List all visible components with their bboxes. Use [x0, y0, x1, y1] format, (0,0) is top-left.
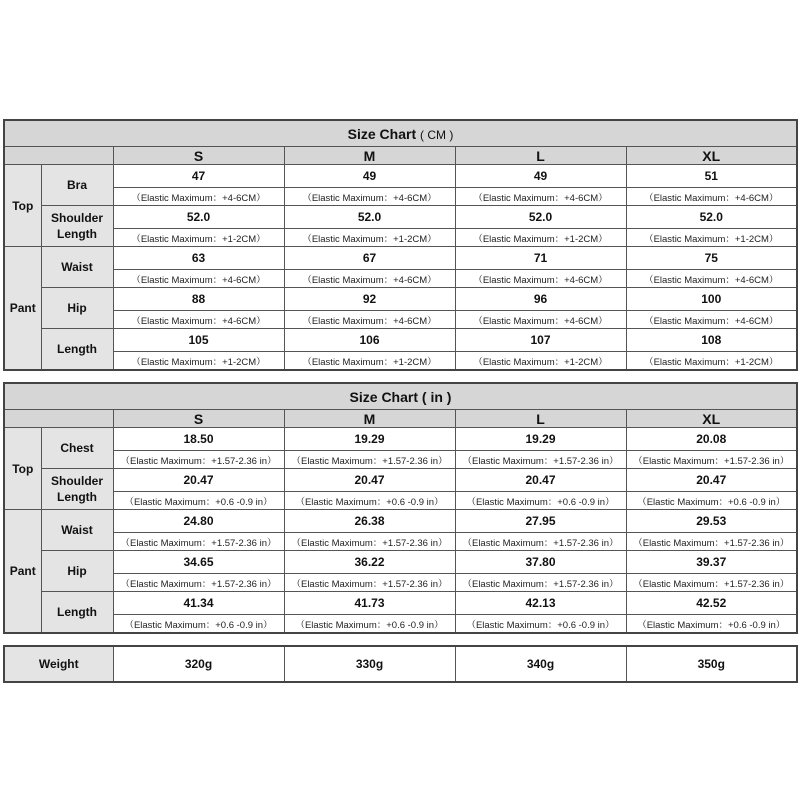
- size-header: M: [284, 410, 455, 428]
- measure-value: 71: [455, 247, 626, 270]
- elastic-note: （Elastic Maximum：+1-2CM）: [455, 229, 626, 247]
- measure-label: Waist: [41, 247, 113, 288]
- measure-value: 105: [113, 329, 284, 352]
- elastic-note-row: [4, 492, 797, 510]
- measure-value: 41.34: [113, 592, 284, 615]
- measure-value: 52.0: [455, 206, 626, 229]
- chart-unit: ( CM ): [420, 127, 454, 142]
- measure-value: 41.73: [284, 592, 455, 615]
- weight-row: [4, 646, 797, 682]
- measure-value: 19.29: [284, 428, 455, 451]
- elastic-note: （Elastic Maximum：+1-2CM）: [626, 352, 797, 371]
- size-header-blank: [4, 147, 113, 165]
- measure-label: Length: [41, 329, 113, 371]
- measure-value: 52.0: [626, 206, 797, 229]
- elastic-note: （Elastic Maximum：+0.6 -0.9 in）: [455, 492, 626, 510]
- measure-value: 19.29: [455, 428, 626, 451]
- elastic-note-row: [4, 352, 797, 371]
- measure-value: 39.37: [626, 551, 797, 574]
- measure-value-row: [4, 165, 797, 188]
- elastic-note: （Elastic Maximum：+1-2CM）: [455, 352, 626, 371]
- measure-value: 96: [455, 288, 626, 311]
- size-header: S: [113, 410, 284, 428]
- elastic-note: （Elastic Maximum：+1.57-2.36 in）: [113, 451, 284, 469]
- elastic-note-row: [4, 451, 797, 469]
- measure-value-row: [4, 592, 797, 615]
- measure-value: 49: [455, 165, 626, 188]
- measure-value-row: [4, 551, 797, 574]
- measure-label: Chest: [41, 428, 113, 469]
- size-header-blank: [4, 410, 113, 428]
- size-header: L: [455, 410, 626, 428]
- elastic-note: （Elastic Maximum：+1-2CM）: [626, 229, 797, 247]
- in-chart-body: [4, 383, 797, 633]
- measure-value: 49: [284, 165, 455, 188]
- measure-value-row: [4, 428, 797, 451]
- cm-chart-body: [4, 120, 797, 370]
- measure-label: Length: [41, 592, 113, 634]
- chart-title: Size Chart: [347, 125, 417, 142]
- measure-value: 26.38: [284, 510, 455, 533]
- elastic-note: （Elastic Maximum：+1.57-2.36 in）: [284, 574, 455, 592]
- elastic-note-row: [4, 270, 797, 288]
- measure-label: Hip: [41, 288, 113, 329]
- size-header: M: [284, 147, 455, 165]
- elastic-note: （Elastic Maximum：+1.57-2.36 in）: [113, 533, 284, 551]
- elastic-note: （Elastic Maximum：+1-2CM）: [284, 229, 455, 247]
- elastic-note: （Elastic Maximum：+1.57-2.36 in）: [113, 574, 284, 592]
- measure-label: Shoulder Length: [41, 469, 113, 510]
- group-label: Pant: [4, 510, 41, 634]
- measure-label: Shoulder Length: [41, 206, 113, 247]
- measure-value: 47: [113, 165, 284, 188]
- title-row: [4, 383, 797, 410]
- elastic-note: （Elastic Maximum：+1.57-2.36 in）: [626, 533, 797, 551]
- measure-value: 34.65: [113, 551, 284, 574]
- elastic-note: （Elastic Maximum：+4-6CM）: [455, 270, 626, 288]
- title-row: [4, 120, 797, 147]
- elastic-note-row: [4, 615, 797, 634]
- elastic-note: （Elastic Maximum：+1-2CM）: [113, 229, 284, 247]
- measure-value: 52.0: [284, 206, 455, 229]
- measure-value: 36.22: [284, 551, 455, 574]
- weight-value-m: 330g: [284, 646, 455, 682]
- size-header: XL: [626, 147, 797, 165]
- size-header: XL: [626, 410, 797, 428]
- weight-value-xl: 350g: [626, 646, 797, 682]
- elastic-note-row: [4, 311, 797, 329]
- elastic-note: （Elastic Maximum：+1-2CM）: [113, 352, 284, 371]
- elastic-note: （Elastic Maximum：+4-6CM）: [626, 270, 797, 288]
- measure-value: 27.95: [455, 510, 626, 533]
- measure-value: 42.13: [455, 592, 626, 615]
- size-chart-cm: [3, 119, 798, 371]
- elastic-note: （Elastic Maximum：+4-6CM）: [113, 188, 284, 206]
- measure-value-row: [4, 329, 797, 352]
- measure-label: Bra: [41, 165, 113, 206]
- elastic-note: （Elastic Maximum：+1.57-2.36 in）: [455, 533, 626, 551]
- elastic-note: （Elastic Maximum：+0.6 -0.9 in）: [455, 615, 626, 634]
- elastic-note: （Elastic Maximum：+4-6CM）: [113, 270, 284, 288]
- measure-value: 106: [284, 329, 455, 352]
- measure-value: 42.52: [626, 592, 797, 615]
- elastic-note: （Elastic Maximum：+1.57-2.36 in）: [455, 574, 626, 592]
- elastic-note: （Elastic Maximum：+0.6 -0.9 in）: [113, 615, 284, 634]
- elastic-note-row: [4, 533, 797, 551]
- measure-value-row: [4, 247, 797, 270]
- measure-value: 29.53: [626, 510, 797, 533]
- elastic-note: （Elastic Maximum：+0.6 -0.9 in）: [284, 492, 455, 510]
- weight-table: [3, 645, 798, 683]
- elastic-note: （Elastic Maximum：+0.6 -0.9 in）: [113, 492, 284, 510]
- elastic-note: （Elastic Maximum：+4-6CM）: [284, 188, 455, 206]
- elastic-note: （Elastic Maximum：+1.57-2.36 in）: [626, 451, 797, 469]
- elastic-note: （Elastic Maximum：+4-6CM）: [626, 188, 797, 206]
- size-header: S: [113, 147, 284, 165]
- measure-value: 88: [113, 288, 284, 311]
- measure-value-row: [4, 469, 797, 492]
- chart-title-cell: [4, 120, 797, 147]
- elastic-note: （Elastic Maximum：+0.6 -0.9 in）: [284, 615, 455, 634]
- measure-value: 63: [113, 247, 284, 270]
- elastic-note: （Elastic Maximum：+1.57-2.36 in）: [284, 451, 455, 469]
- measure-label: Waist: [41, 510, 113, 551]
- chart-title-cell: [4, 383, 797, 410]
- measure-value: 75: [626, 247, 797, 270]
- chart-title: Size Chart: [349, 388, 419, 405]
- elastic-note: （Elastic Maximum：+4-6CM）: [626, 311, 797, 329]
- elastic-note-row: [4, 229, 797, 247]
- elastic-note: （Elastic Maximum：+4-6CM）: [455, 188, 626, 206]
- measure-value: 20.47: [626, 469, 797, 492]
- measure-value: 20.47: [113, 469, 284, 492]
- measure-value-row: [4, 510, 797, 533]
- measure-value: 108: [626, 329, 797, 352]
- measure-value: 24.80: [113, 510, 284, 533]
- elastic-note-row: [4, 574, 797, 592]
- measure-value: 18.50: [113, 428, 284, 451]
- elastic-note-row: [4, 188, 797, 206]
- measure-value: 20.47: [455, 469, 626, 492]
- size-header: L: [455, 147, 626, 165]
- elastic-note: （Elastic Maximum：+0.6 -0.9 in）: [626, 492, 797, 510]
- measure-value: 67: [284, 247, 455, 270]
- measure-value: 92: [284, 288, 455, 311]
- size-chart-in: [3, 382, 798, 634]
- chart-unit: ( in ): [421, 388, 452, 405]
- measure-label: Hip: [41, 551, 113, 592]
- elastic-note: （Elastic Maximum：+4-6CM）: [455, 311, 626, 329]
- measure-value: 107: [455, 329, 626, 352]
- elastic-note: （Elastic Maximum：+4-6CM）: [284, 270, 455, 288]
- measure-value: 100: [626, 288, 797, 311]
- measure-value: 52.0: [113, 206, 284, 229]
- elastic-note: （Elastic Maximum：+4-6CM）: [113, 311, 284, 329]
- weight-value-s: 320g: [113, 646, 284, 682]
- measure-value: 20.08: [626, 428, 797, 451]
- weight-value-l: 340g: [455, 646, 626, 682]
- elastic-note: （Elastic Maximum：+1.57-2.36 in）: [626, 574, 797, 592]
- elastic-note: （Elastic Maximum：+1-2CM）: [284, 352, 455, 371]
- elastic-note: （Elastic Maximum：+1.57-2.36 in）: [455, 451, 626, 469]
- group-label: Top: [4, 428, 41, 510]
- group-label: Pant: [4, 247, 41, 371]
- group-label: Top: [4, 165, 41, 247]
- measure-value: 51: [626, 165, 797, 188]
- weight-label: Weight: [4, 646, 113, 682]
- measure-value-row: [4, 288, 797, 311]
- measure-value: 20.47: [284, 469, 455, 492]
- measure-value-row: [4, 206, 797, 229]
- size-header-row: [4, 410, 797, 428]
- elastic-note: （Elastic Maximum：+4-6CM）: [284, 311, 455, 329]
- elastic-note: （Elastic Maximum：+0.6 -0.9 in）: [626, 615, 797, 634]
- elastic-note: （Elastic Maximum：+1.57-2.36 in）: [284, 533, 455, 551]
- size-header-row: [4, 147, 797, 165]
- measure-value: 37.80: [455, 551, 626, 574]
